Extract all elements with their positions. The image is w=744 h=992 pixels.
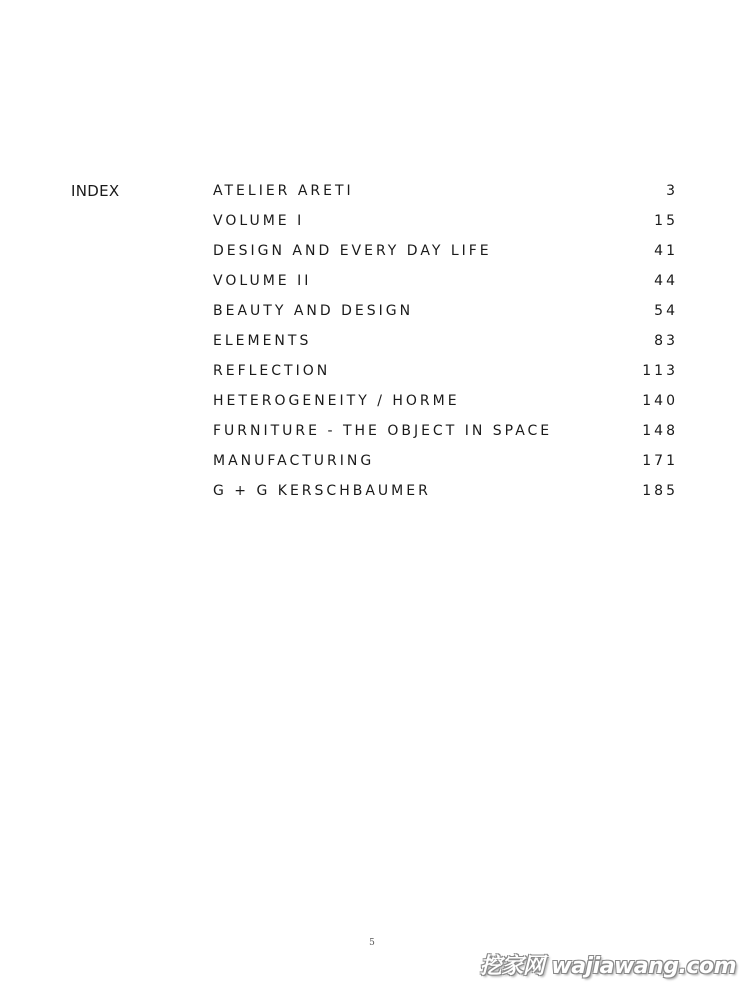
toc-entry-title: VOLUME II	[213, 273, 312, 289]
toc-entry-title: VOLUME I	[213, 213, 305, 229]
index-heading: INDEX	[71, 182, 120, 200]
toc-entry	[213, 421, 678, 451]
toc-entry-title: ATELIER ARETI	[213, 183, 354, 199]
toc-entry	[213, 241, 678, 271]
toc-entry-page: 113	[642, 363, 678, 379]
table-of-contents	[213, 181, 678, 511]
toc-entry-page: 185	[642, 483, 678, 499]
toc-entry-page: 171	[642, 453, 678, 469]
toc-entry-title: FURNITURE - THE OBJECT IN SPACE	[213, 423, 553, 439]
toc-entry	[213, 301, 678, 331]
toc-entry-title: G + G KERSCHBAUMER	[213, 483, 431, 499]
toc-entry-title: BEAUTY AND DESIGN	[213, 303, 414, 319]
toc-entry	[213, 331, 678, 361]
toc-entry-page: 140	[642, 393, 678, 409]
toc-entry	[213, 451, 678, 481]
toc-entry	[213, 181, 678, 211]
toc-entry-title: HETEROGENEITY / HORME	[213, 393, 460, 409]
watermark-logo: 挖家网 wajiawang.com	[479, 954, 736, 979]
toc-entry-title: REFLECTION	[213, 363, 331, 379]
toc-entry	[213, 361, 678, 391]
toc-entry-title: ELEMENTS	[213, 333, 312, 349]
toc-entry-page: 148	[642, 423, 678, 439]
toc-entry-title: DESIGN AND EVERY DAY LIFE	[213, 243, 492, 259]
toc-entry	[213, 271, 678, 301]
toc-entry-page: 3	[666, 183, 678, 199]
toc-entry-page: 54	[654, 303, 678, 319]
toc-entry	[213, 211, 678, 241]
toc-entry-page: 15	[654, 213, 678, 229]
toc-entry-page: 41	[654, 243, 678, 259]
toc-entry	[213, 391, 678, 421]
toc-entry-page: 83	[654, 333, 678, 349]
toc-entry	[213, 481, 678, 511]
page-number: 5	[369, 938, 375, 948]
toc-entry-title: MANUFACTURING	[213, 453, 375, 469]
toc-entry-page: 44	[654, 273, 678, 289]
